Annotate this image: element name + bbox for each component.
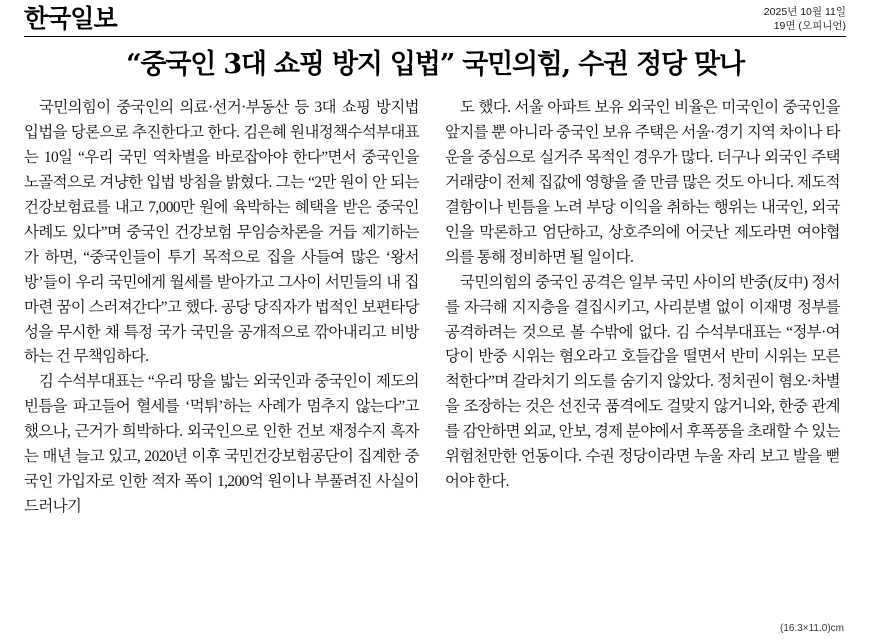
paragraph: 국민의힘의 중국인 공격은 일부 국민 사이의 반중(反中) 정서를 자극해 지지층을 결집시키고, 사리분별 없이 이재명 정부를 공격하려는 것으로 볼 수밖에 없다. 김 수석부대표는 “정부·여당이 반중 시위는 혐오라고 호들갑을 떨면서 반미 시위는 모른 척한다”며 갈라치기 의도를 숨기지 않았다. 정치권이 혐오·차별을 조장하는 것은 선진국 품격에도 걸맞지 않거니와, 한중 관계를 감안하면 외교, 안보, 경제 분야에서 후폭풍을 초래할 수 있는 위험천만한 언동이다. 수권 정당이라면 누울 자리 보고 발을 뻗어야 한다. (445, 273, 840, 491)
paragraph: 국민의힘이 중국인의 의료·선거·부동산 등 3대 쇼핑 방지법 입법을 당론으로 추진한다고 한다. 김은혜 원내정책수석부대표는 10일 “우리 국민 역차별을 바로잡아야 한다”면서 중국인을 노골적으로 겨냥한 입법 방침을 밝혔다. 그는 “2만 원이 안 되는 건강보험료를 내고 7,000만 원에 육박하는 혜택을 받은 중국인 사례도 있다”며 중국인 건강보험 무임승차론을 거듭 제기하는가 하면, “중국인들이 투기 목적으로 집을 사들여 많은 ‘왕서방’들이 우리 국민에게 월세를 받아가고 그사이 서민들의 내 집 마련 꿈이 스러져간다”고 했다. 공당 당직자가 법적인 보편타당성을 무시한 채 특정 국가 국민을 공개적으로 깎아내리고 비방하는 건 무책임하다. (24, 98, 419, 366)
clipping-size-note: (16.3×11.0)cm (779, 623, 844, 634)
page-number-section: 19면 (오피니언) (773, 20, 846, 33)
newspaper-masthead-title: 한국일보 (24, 4, 117, 33)
article-column-left (24, 96, 419, 520)
paragraph: 도 했다. 서울 아파트 보유 외국인 비율은 미국인이 중국인을 앞지를 뿐 아니라 중국인 보유 주택은 서울·경기 지역 차이나 타운을 중심으로 실거주 목적인 경우가 많다. 더구나 외국인 주택 거래량이 전체 집값에 영향을 줄 만큼 많은 것도 아니다. 제도적 결함이나 빈틈을 노려 부당 이익을 취하는 행위는 내국인, 외국인을 막론하고 엄단하고, 상호주의에 어긋난 제도라면 여야협의를 통해 정비하면 될 일이다. (445, 98, 840, 266)
article-column-right (445, 96, 840, 495)
article-body (24, 96, 846, 520)
masthead-row (24, 0, 846, 34)
publication-date: 2025년 10월 11일 (763, 6, 846, 18)
paragraph: 김 수석부대표는 “우리 땅을 밟는 외국인과 중국인이 제도의 빈틈을 파고들어 혈세를 ‘먹튀’하는 사례가 멈추지 않는다”고 했으나, 근거가 희박하다. 외국인으로 인한 건보 재정수지 흑자는 매년 늘고 있고, 2020년 이후 국민건강보험공단이 집계한 중국인 가입자로 인한 적자 폭이 1,200억 원이나 부풀려진 사실이 드러나기 (24, 373, 419, 516)
masthead-divider (24, 36, 846, 37)
article-headline: “중국인 3대 쇼핑 방지 입법” 국민의힘, 수권 정당 맞나 (126, 49, 744, 80)
publication-meta (764, 4, 846, 33)
